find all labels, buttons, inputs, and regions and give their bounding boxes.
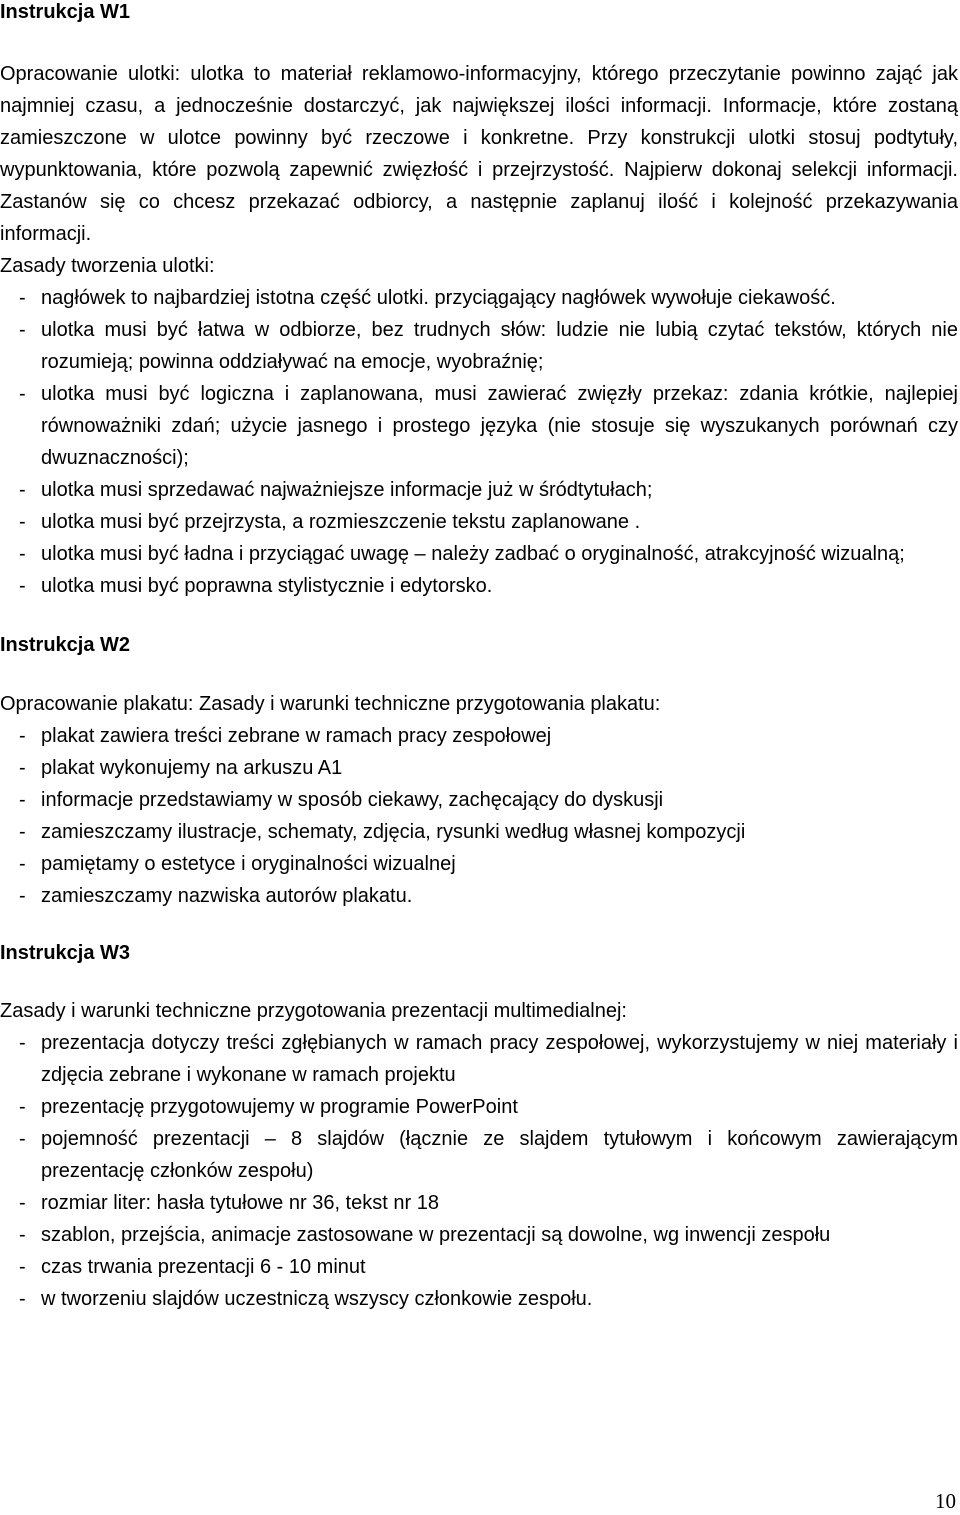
list-item: - nagłówek to najbardziej istotna część ulotki. przyciągający nagłówek wywołuje ciekawość. xyxy=(0,282,958,314)
section-heading: Instrukcja W2 xyxy=(0,634,131,656)
list-item: - szablon, przejścia, animacje zastosowane w prezentacji są dowolne, wg inwencji zespołu xyxy=(0,1219,958,1251)
bullet-list xyxy=(0,282,958,602)
rules-title: Zasady tworzenia ulotki: xyxy=(0,255,215,277)
section-w3 xyxy=(0,941,958,1315)
list-item: - zamieszczamy ilustracje, schematy, zdjęcia, rysunki według własnej kompozycji xyxy=(0,816,958,848)
list-item: - pamiętamy o estetyce i oryginalności wizualnej xyxy=(0,848,958,880)
bullet-list xyxy=(0,720,958,912)
list-item: - plakat zawiera treści zebrane w ramach pracy zespołowej xyxy=(0,720,958,752)
list-item: - ulotka musi być ładna i przyciągać uwagę – należy zadbać o oryginalność, atrakcyjność wizualną; xyxy=(0,538,958,570)
page-number: 10 xyxy=(935,1489,956,1513)
list-item: - prezentację przygotowujemy w programie PowerPoint xyxy=(0,1091,958,1123)
bullet-list xyxy=(0,1027,958,1315)
list-item: - informacje przedstawiamy w sposób ciekawy, zachęcający do dyskusji xyxy=(0,784,958,816)
list-item: - zamieszczamy nazwiska autorów plakatu. xyxy=(0,880,958,912)
list-item: - w tworzeniu slajdów uczestniczą wszyscy członkowie zespołu. xyxy=(0,1283,958,1315)
section-intro: Opracowanie plakatu: Zasady i warunki techniczne przygotowania plakatu: xyxy=(0,693,661,715)
list-item: - plakat wykonujemy na arkuszu A1 xyxy=(0,752,958,784)
list-item: - pojemność prezentacji – 8 slajdów (łącznie ze slajdem tytułowym i końcowym zawierającym prezentację członków zespołu) xyxy=(0,1123,958,1187)
section-intro: Zasady i warunki techniczne przygotowania prezentacji multimedialnej: xyxy=(0,1000,627,1022)
section-intro: Opracowanie ulotki: ulotka to materiał reklamowo-informacyjny, którego przeczytanie powinno zająć jak najmniej czasu, a jednocześnie dostarczyć, jak największej ilości informacji. Informacje, które zostaną zamieszczone w ulotce powinny być rzeczowe i konkretne. Przy konstrukcji ulotki stosuj podtytuły, wypunktowania, które pozwolą zapewnić zwięzłość i przejrzystość. Najpierw dokonaj selekcji informacji. Zastanów się co chcesz przekazać odbiorcy, a następnie zaplanuj ilość i kolejność przekazywania informacji. xyxy=(0,63,958,245)
list-item: - czas trwania prezentacji 6 - 10 minut xyxy=(0,1251,958,1283)
section-w1 xyxy=(0,0,958,602)
list-item: - ulotka musi sprzedawać najważniejsze informacje już w śródtytułach; xyxy=(0,474,958,506)
list-item: - ulotka musi być logiczna i zaplanowana, musi zawierać zwięzły przekaz: zdania krótkie, najlepiej równoważniki zdań; użycie jasnego i prostego języka (nie stosuje się wyszukanych porównań czy dwuznaczności); xyxy=(0,378,958,474)
list-item: - ulotka musi być poprawna stylistycznie i edytorsko. xyxy=(0,570,958,602)
list-item: - ulotka musi być łatwa w odbiorze, bez trudnych słów: ludzie nie lubią czytać tekstów, których nie rozumieją; powinna oddziaływać na emocje, wyobraźnię; xyxy=(0,314,958,378)
section-heading: Instrukcja W3 xyxy=(0,942,131,964)
section-w2 xyxy=(0,633,958,912)
list-item: - ulotka musi być przejrzysta, a rozmieszczenie tekstu zaplanowane . xyxy=(0,506,958,538)
list-item: - rozmiar liter: hasła tytułowe nr 36, tekst nr 18 xyxy=(0,1187,958,1219)
section-heading: Instrukcja W1 xyxy=(0,1,131,23)
list-item: - prezentacja dotyczy treści zgłębianych w ramach pracy zespołowej, wykorzystujemy w niej materiały i zdjęcia zebrane i wykonane w ramach projektu xyxy=(0,1027,958,1091)
